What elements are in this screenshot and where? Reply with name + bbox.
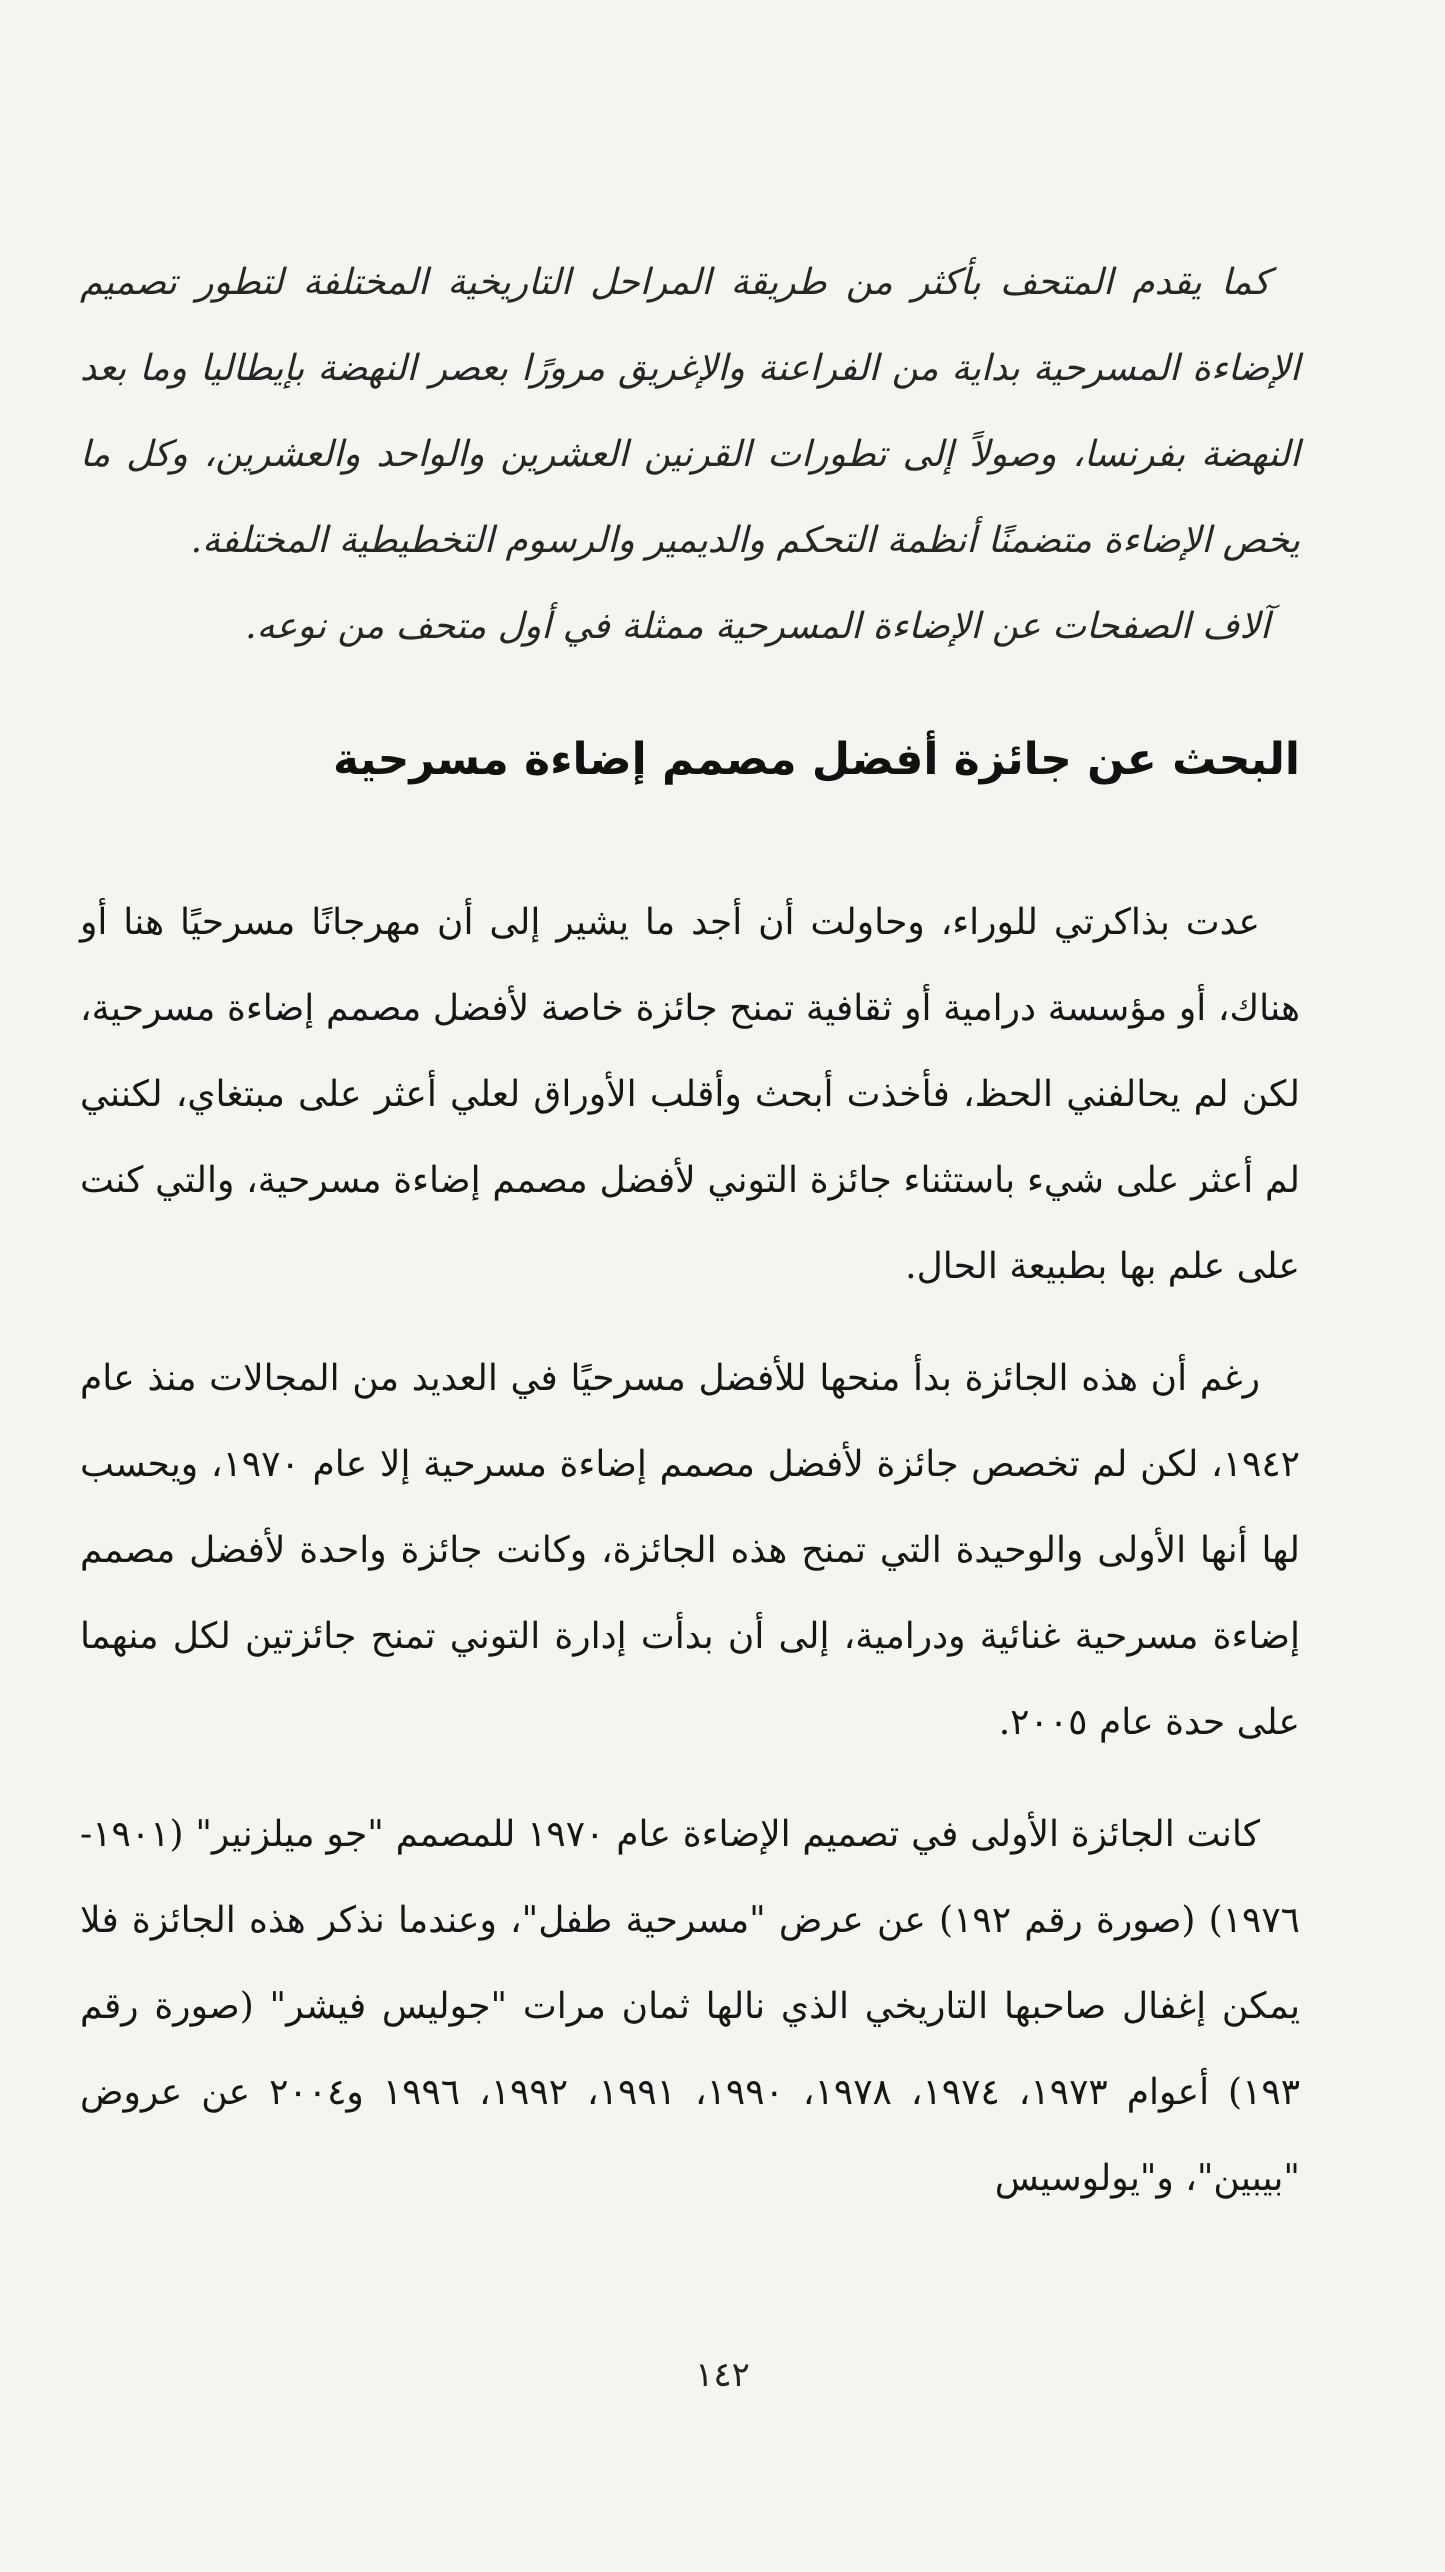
intro-paragraph-1: كما يقدم المتحف بأكثر من طريقة المراحل التاريخية المختلفة لتطور تصميم الإضاءة المسرحية بداية من الفراعنة والإغريق مرورًا بعصر النهضة بإيطاليا وما بعد النهضة بفرنسا، وصولاً إلى تطورات القرنين العشرين والواحد والعشرين، وكل ما يخص الإضاءة متضمنًا أنظمة التحكم والديمير والرسوم التخطيطية المختلفة. [80,262,1300,561]
intro-paragraph-2: آلاف الصفحات عن الإضاءة المسرحية ممثلة في أول متحف من نوعه. [245,606,1270,647]
page-content [80,240,1300,2248]
body-paragraph-1: عدت بذاكرتي للوراء، وحاولت أن أجد ما يشير إلى أن مهرجانًا مسرحيًا هنا أو هناك، أو مؤسسة درامية أو ثقافية تمنح جائزة خاصة لأفضل مصمم إضاءة مسرحية، لكن لم يحالفني الحظ، فأخذت أبحث وأقلب الأوراق لعلي أعثر على مبتغاي، لكنني لم أعثر على شيء باستثناء جائزة التوني لأفضل مصمم إضاءة مسرحية، والتي كنت على علم بها بطبيعة الحال. [80,902,1300,1287]
section-heading: البحث عن جائزة أفضل مصمم إضاءة مسرحية [333,734,1300,785]
body-paragraph-3: كانت الجائزة الأولى في تصميم الإضاءة عام ١٩٧٠ للمصمم "جو ميلزنير" (١٩٠١- ١٩٧٦) (صورة رقم ١٩٢) عن عرض "مسرحية طفل"، وعندما نذكر هذه الجائزة فلا يمكن إغفال صاحبها التاريخي الذي نالها ثمان مرات "جوليس فيشر" (صورة رقم ١٩٣) أعوام ١٩٧٣، ١٩٧٤، ١٩٧٨، ١٩٩٠، ١٩٩١، ١٩٩٢، ١٩٩٦ و٢٠٠٤ عن عروض "بيبين"، و"يولوسيس [80,1814,1301,2199]
page-number: ١٤٢ [695,2355,750,2395]
body-paragraph-2: رغم أن هذه الجائزة بدأ منحها للأفضل مسرحيًا في العديد من المجالات منذ عام ١٩٤٢، لكن لم تخصص جائزة لأفضل مصمم إضاءة مسرحية إلا عام ١٩٧٠، ويحسب لها أنها الأولى والوحيدة التي تمنح هذه الجائزة، وكانت جائزة واحدة لأفضل مصمم إضاءة مسرحية غنائية ودرامية، إلى أن بدأت إدارة التوني تمنح جائزتين لكل منهما على حدة عام ٢٠٠٥. [80,1358,1301,1743]
